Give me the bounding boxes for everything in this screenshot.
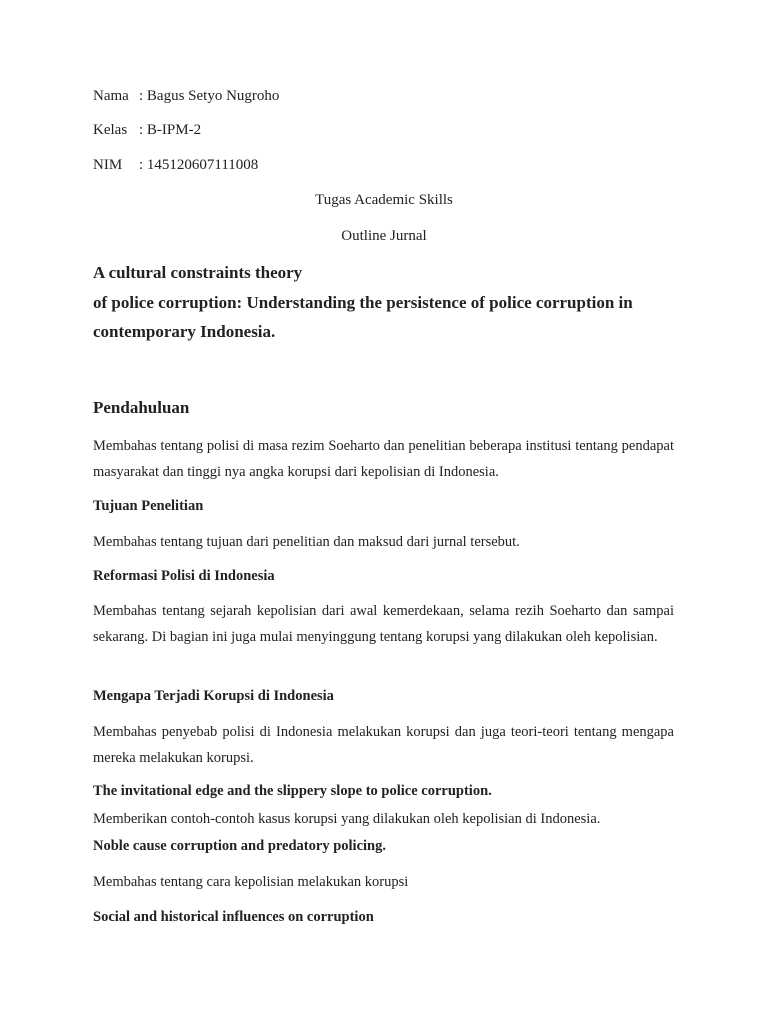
section-body-reformasi: Membahas tentang sejarah kepolisian dari awal kemerdekaan, selama rezih Soeharto dan sampai sekarang. Di bagian ini juga mulai menyinggung tentang korupsi yang dilakukan oleh kepolisian. (93, 603, 674, 645)
journal-title-line-1: A cultural constraints theory (93, 263, 303, 282)
nim-label: NIM (93, 157, 123, 173)
name-value: : Bagus Setyo Nugroho (139, 88, 280, 104)
name-label: Nama (93, 88, 129, 104)
section-heading-reformasi: Reformasi Polisi di Indonesia (93, 568, 275, 584)
section-heading-tujuan: Tujuan Penelitian (93, 498, 204, 514)
journal-title (93, 258, 693, 347)
assignment-title: Tugas Academic Skills (315, 192, 453, 208)
class-field (93, 121, 201, 139)
section-body-pendahuluan: Membahas tentang polisi di masa rezim Soeharto dan penelitian beberapa institusi tentang pendapat masyarakat dan tinggi nya angka korupsi dari kepolisian di Indonesia. (93, 438, 674, 480)
class-label: Kelas (93, 122, 128, 138)
section-heading-noble-cause: Noble cause corruption and predatory policing. (93, 838, 386, 854)
nim-value: : 145120607111008 (139, 157, 259, 173)
section-body-invitational-edge: Memberikan contoh-contoh kasus korupsi yang dilakukan oleh kepolisian di Indonesia. (93, 811, 601, 827)
name-field (93, 87, 279, 105)
section-body-tujuan: Membahas tentang tujuan dari penelitian dan maksud dari jurnal tersebut. (93, 534, 520, 550)
section-body-mengapa: Membahas penyebab polisi di Indonesia melakukan korupsi dan juga teori-teori tentang mengapa mereka melakukan korupsi. (93, 724, 674, 766)
journal-title-line-2: of police corruption: Understanding the persistence of police corruption in contemporary Indonesia. (93, 292, 633, 341)
document-subtitle: Outline Jurnal (341, 228, 427, 244)
section-heading-pendahuluan: Pendahuluan (93, 398, 190, 417)
section-heading-mengapa: Mengapa Terjadi Korupsi di Indonesia (93, 688, 334, 704)
class-value: : B-IPM-2 (139, 122, 202, 138)
section-heading-invitational-edge: The invitational edge and the slippery slope to police corruption. (93, 783, 492, 799)
section-body-noble-cause: Membahas tentang cara kepolisian melakukan korupsi (93, 874, 409, 890)
nim-field (93, 156, 258, 174)
section-heading-social-historical: Social and historical influences on corruption (93, 909, 374, 925)
